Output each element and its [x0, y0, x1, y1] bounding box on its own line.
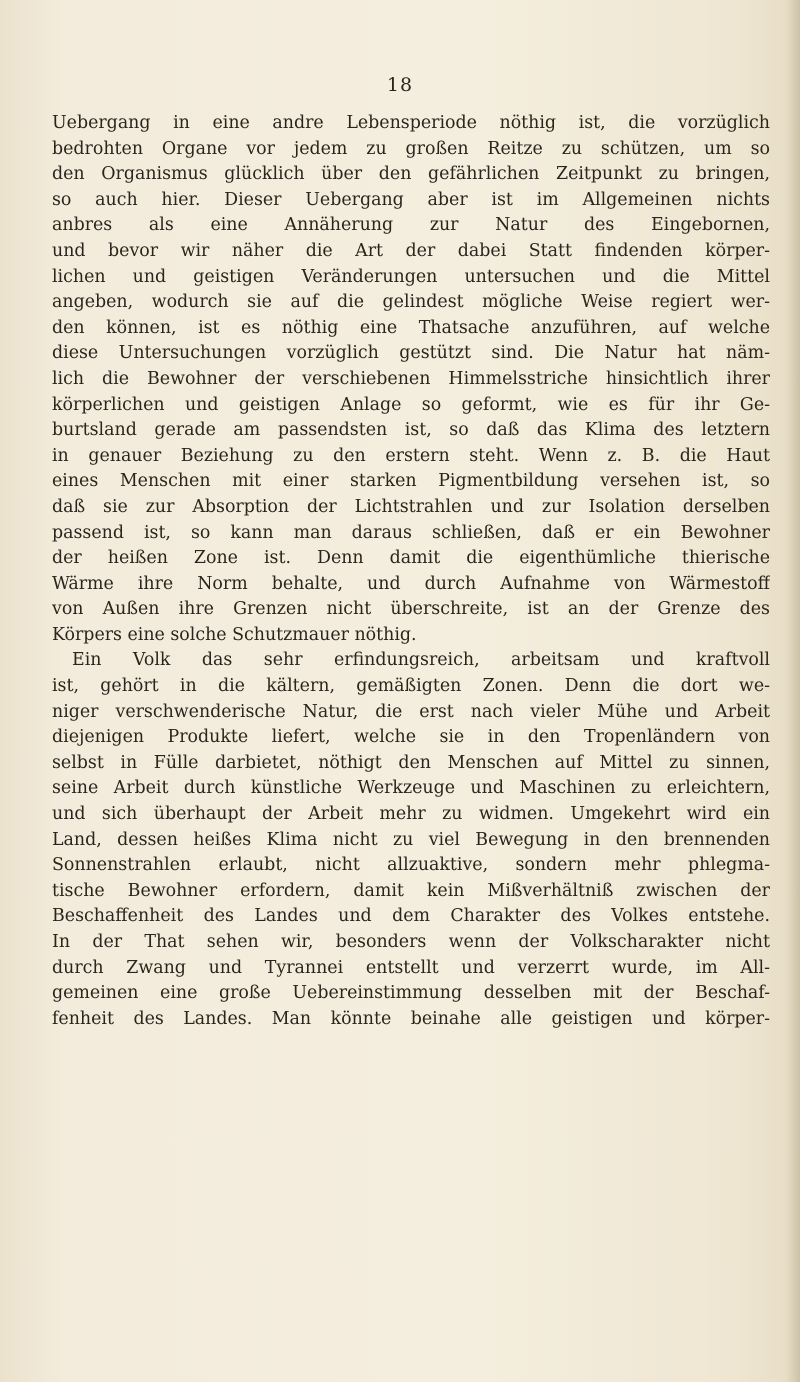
text-line: Körpers eine solche Schutzmauer nöthig. [52, 624, 417, 645]
text-line: In der That sehen wir, besonders wenn der Volkscharakter nicht [52, 932, 770, 952]
body-text [52, 111, 770, 1032]
page-edge-shadow [786, 0, 800, 1382]
text-line: anbres als eine Annäherung zur Natur des Eingebornen, [52, 215, 770, 236]
text-line: den können, ist es nöthig eine Thatsache anzuführen, auf welche [52, 317, 770, 338]
text-line: eines Menschen mit einer starken Pigmentbildung versehen ist, so [52, 471, 770, 492]
text-line: fenheit des Landes. Man könnte beinahe alle geistigen und körper- [52, 1008, 770, 1029]
text-line: und bevor wir näher die Art der dabei Statt findenden körper- [52, 240, 770, 261]
text-line: passend ist, so kann man daraus schließen, daß er ein Bewohner [52, 522, 770, 543]
text-line: seine Arbeit durch künstliche Werkzeuge und Maschinen zu erleichtern, [52, 778, 770, 799]
text-line: Wärme ihre Norm behalte, und durch Aufnahme von Wärmestoff [52, 573, 770, 594]
text-line: von Außen ihre Grenzen nicht überschreite, ist an der Grenze des [52, 599, 770, 620]
text-line: der heißen Zone ist. Denn damit die eigenthümliche thierische [52, 548, 770, 569]
text-line: in genauer Beziehung zu den erstern steht. Wenn z. B. die Haut [52, 445, 770, 466]
page-number: 18 [386, 74, 414, 96]
paragraph-start-line: Ein Volk das sehr erfindungsreich, arbeitsam und kraftvoll [72, 650, 770, 671]
text-line: den Organismus glücklich über den gefährlichen Zeitpunkt zu bringen, [52, 164, 770, 185]
text-line: so auch hier. Dieser Uebergang aber ist im Allgemeinen nichts [52, 189, 770, 210]
text-line: Beschaffenheit des Landes und dem Charakter des Volkes entstehe. [52, 906, 770, 927]
text-line: Land, dessen heißes Klima nicht zu viel Bewegung in den brennenden [52, 829, 770, 850]
text-line: selbst in Fülle darbietet, nöthigt den Menschen auf Mittel zu sinnen, [52, 752, 770, 773]
text-line: Uebergang in eine andre Lebensperiode nöthig ist, die vorzüglich [52, 113, 770, 133]
text-line: gemeinen eine große Uebereinstimmung desselben mit der Beschaf- [52, 983, 770, 1004]
text-line: burtsland gerade am passendsten ist, so daß das Klima des letztern [52, 420, 770, 441]
text-line: und sich überhaupt der Arbeit mehr zu widmen. Umgekehrt wird ein [52, 804, 770, 825]
text-line: ist, gehört in die kältern, gemäßigten Zonen. Denn die dort we- [52, 676, 770, 697]
text-line: durch Zwang und Tyrannei entstellt und verzerrt wurde, im All- [52, 957, 770, 978]
text-line: tische Bewohner erfordern, damit kein Mißverhältniß zwischen der [52, 880, 770, 901]
text-line: diejenigen Produkte liefert, welche sie in den Tropenländern von [52, 727, 770, 748]
text-line: niger verschwenderische Natur, die erst nach vieler Mühe und Arbeit [52, 701, 770, 722]
text-line: bedrohten Organe vor jedem zu großen Reitze zu schützen, um so [52, 138, 770, 159]
text-line: Sonnenstrahlen erlaubt, nicht allzuaktive, sondern mehr phlegma- [52, 855, 770, 876]
text-line: diese Untersuchungen vorzüglich gestützt sind. Die Natur hat näm- [52, 343, 770, 364]
text-line: lich die Bewohner der verschiebenen Himmelsstriche hinsichtlich ihrer [52, 368, 770, 389]
text-line: angeben, wodurch sie auf die gelindest mögliche Weise regiert wer- [52, 292, 770, 313]
text-line: daß sie zur Absorption der Lichtstrahlen und zur Isolation derselben [52, 496, 770, 517]
text-line: lichen und geistigen Veränderungen untersuchen und die Mittel [52, 266, 770, 287]
text-line: körperlichen und geistigen Anlage so geformt, wie es für ihr Ge- [52, 394, 770, 415]
